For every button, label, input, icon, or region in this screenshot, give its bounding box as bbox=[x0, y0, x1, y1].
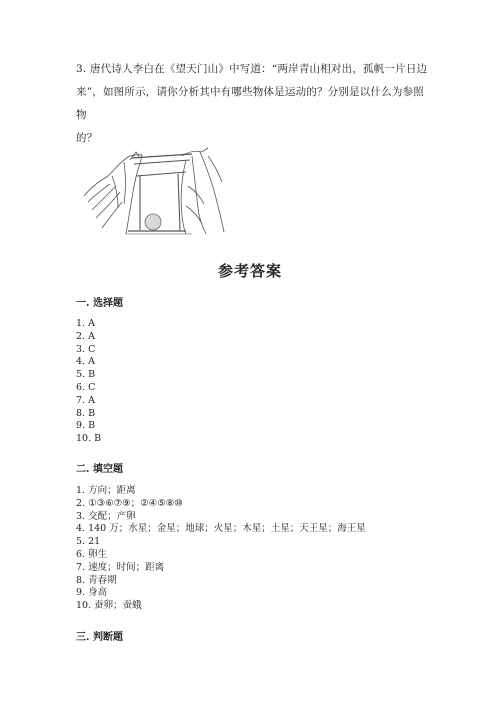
answer-key-title: 参考答案 bbox=[217, 262, 282, 280]
list-item: 6. C bbox=[76, 381, 96, 393]
list-item: 3. C bbox=[76, 343, 96, 355]
section-2-heading: 二. 填空题 bbox=[76, 464, 123, 475]
list-item: 10. 蚕卵；蚕蛾 bbox=[76, 600, 142, 612]
section-1-answers bbox=[76, 318, 101, 446]
illustration-sketch bbox=[82, 146, 228, 236]
question-3-line-2: 来”，如图所示，请你分析其中有哪些物体是运动的？分别是以什么为参照物 bbox=[76, 86, 424, 121]
list-item: 6. 卵生 bbox=[76, 548, 108, 560]
list-item: 4. A bbox=[76, 356, 95, 368]
question-3-line-1: 3. 唐代诗人李白在《望天门山》中写道：“两岸青山相对出，孤帆一片日边 bbox=[76, 63, 428, 75]
section-2-answers bbox=[76, 485, 366, 613]
section-3-heading: 三. 判断题 bbox=[76, 632, 123, 643]
list-item: 1. 方向；距离 bbox=[76, 485, 136, 496]
list-item: 7. 速度；时间；距离 bbox=[76, 561, 165, 573]
tianmen-mountain-illustration bbox=[82, 146, 228, 236]
list-item: 10. B bbox=[76, 433, 102, 445]
section-1-heading: 一. 选择题 bbox=[76, 298, 123, 309]
list-item: 5. B bbox=[76, 369, 96, 381]
question-3-line-3: 的？ bbox=[76, 132, 98, 144]
list-item: 8. 青春期 bbox=[76, 574, 117, 586]
list-item: 4. 140 万；水星；金星；地球；火星；木星；土星；天王星；海王星 bbox=[76, 523, 366, 535]
question-3 bbox=[76, 58, 428, 150]
list-item: 2. A bbox=[76, 330, 95, 342]
list-item: 8. B bbox=[76, 407, 96, 419]
list-item: 3. 交配；产卵 bbox=[76, 510, 136, 522]
list-item: 9. B bbox=[76, 420, 96, 432]
list-item: 7. A bbox=[76, 394, 95, 406]
list-item: 5. 21 bbox=[76, 536, 101, 548]
list-item: 9. 身高 bbox=[76, 587, 108, 599]
list-item: 1. A bbox=[76, 318, 95, 329]
list-item: 2. ①③⑥⑦⑨；②④⑤⑧⑩ bbox=[76, 497, 183, 509]
